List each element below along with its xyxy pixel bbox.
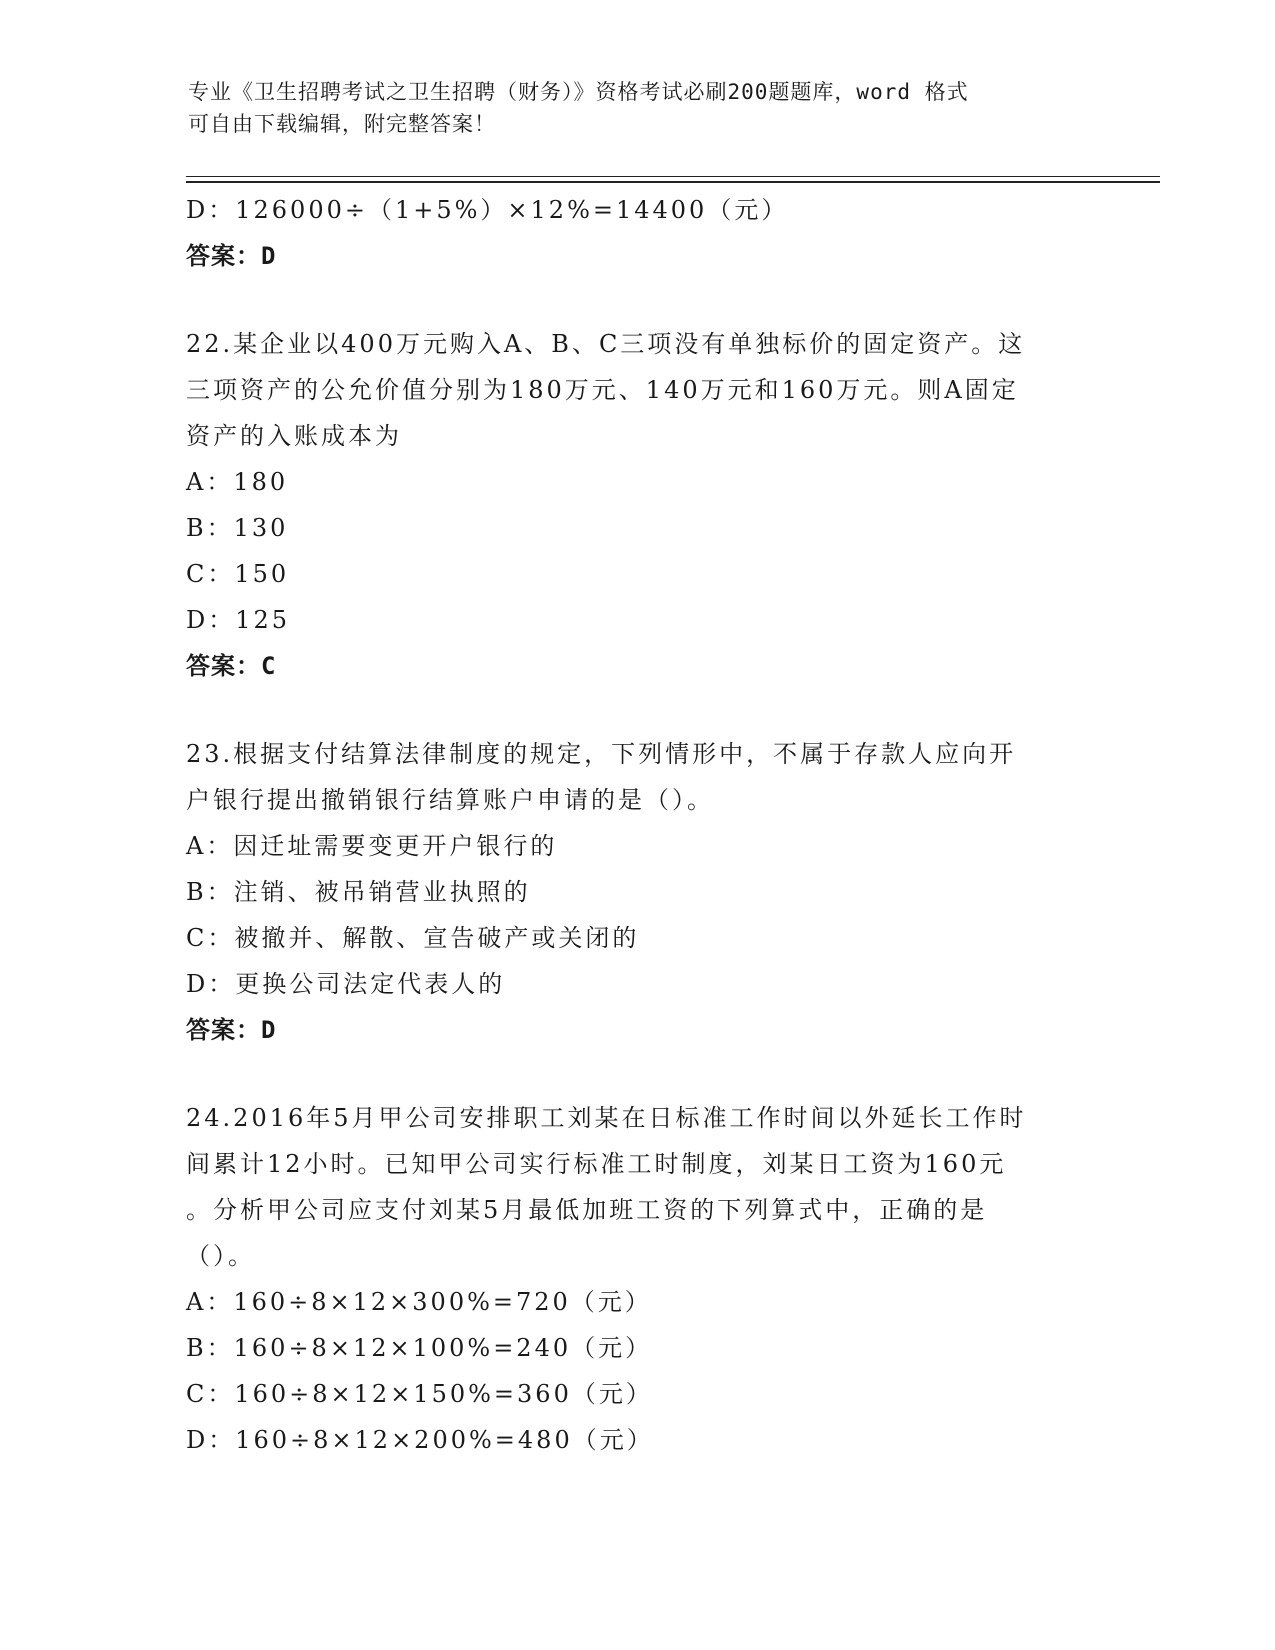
option-b: B：160÷8×12×100%=240（元） [186, 1334, 653, 1362]
question-24 [186, 1095, 1086, 1463]
spacer [186, 1053, 1086, 1095]
option-d: D：125 [186, 606, 291, 634]
option-d-prev: D：126000÷（1+5%）×12%=14400（元） [186, 196, 789, 224]
answer: 答案：D [186, 1016, 277, 1044]
question-text-line: 23.根据支付结算法律制度的规定，下列情形中，不属于存款人应向开 [186, 740, 1017, 768]
question-text-line: 24.2016年5月甲公司安排职工刘某在日标准工作时间以外延长工作时 [186, 1104, 1027, 1132]
option-d: D：160÷8×12×200%=480（元） [186, 1426, 654, 1454]
question-22 [186, 321, 1086, 689]
spacer [186, 279, 1086, 321]
option-b: B：130 [186, 514, 289, 542]
document-header [188, 76, 1088, 140]
header-divider-thick [186, 181, 1160, 183]
option-a: A：180 [186, 468, 289, 496]
answer-prev: 答案：D [186, 242, 277, 270]
question-text-line: 22.某企业以400万元购入A、B、C三项没有单独标价的固定资产。这 [186, 330, 1026, 358]
question-23 [186, 731, 1086, 1053]
header-divider-thin [186, 176, 1160, 177]
question-text-line: （）。 [186, 1242, 255, 1270]
option-d: D：更换公司法定代表人的 [186, 970, 506, 998]
option-b: B：注销、被吊销营业执照的 [186, 878, 531, 906]
question-text-line: 间累计12小时。已知甲公司实行标准工时制度，刘某日工资为160元 [186, 1150, 1007, 1178]
option-a: A：160÷8×12×300%=720（元） [186, 1288, 652, 1316]
option-c: C：被撤并、解散、宣告破产或关闭的 [186, 924, 640, 952]
option-c: C：160÷8×12×150%=360（元） [186, 1380, 653, 1408]
question-text-line: 户银行提出撤销银行结算账户申请的是（）。 [186, 786, 714, 814]
question-text-line: 三项资产的公允价值分别为180万元、140万元和160万元。则A固定 [186, 376, 1019, 404]
option-c: C：150 [186, 560, 290, 588]
answer: 答案：C [186, 652, 277, 680]
option-a: A：因迁址需要变更开户银行的 [186, 832, 558, 860]
spacer [186, 689, 1086, 731]
question-list [186, 187, 1086, 1463]
question-text-line: 。分析甲公司应支付刘某5月最低加班工资的下列算式中，正确的是 [186, 1196, 988, 1224]
header-line-1: 专业《卫生招聘考试之卫生招聘（财务）》资格考试必刷200题题库，word 格式 [188, 80, 969, 104]
header-line-2: 可自由下载编辑，附完整答案！ [188, 112, 496, 136]
question-text-line: 资产的入账成本为 [186, 422, 402, 450]
